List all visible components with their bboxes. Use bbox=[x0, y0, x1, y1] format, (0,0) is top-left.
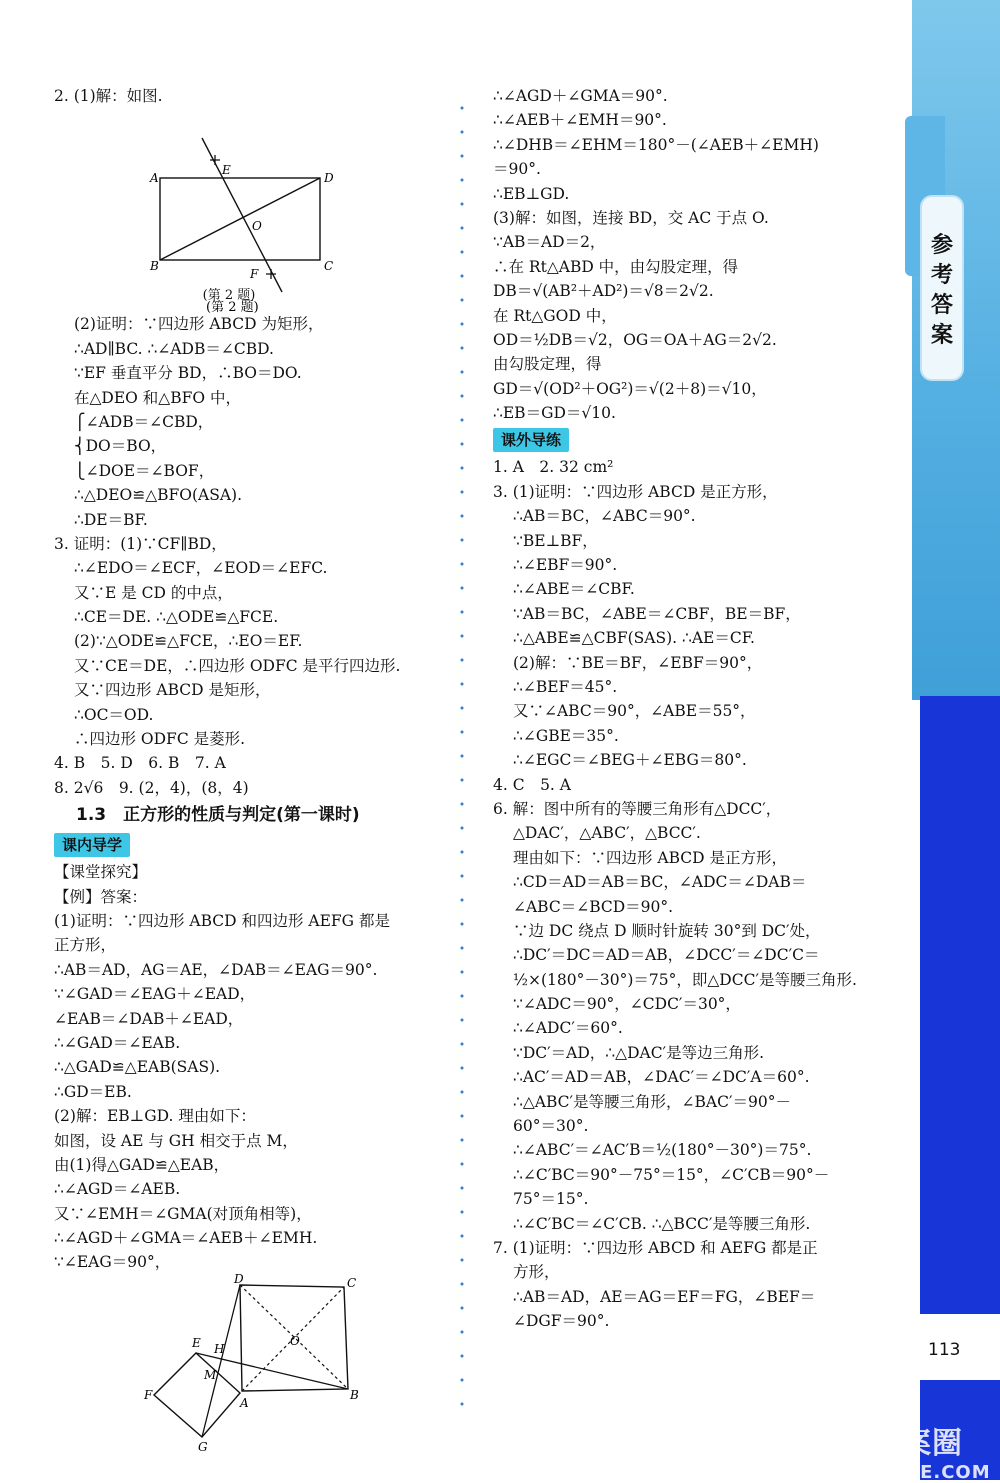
square-aefg bbox=[154, 1353, 240, 1437]
text-line: ∵∠GAD＝∠EAG＋∠EAD， bbox=[54, 985, 256, 1004]
text-line: ∴∠EDO＝∠ECF，∠EOD＝∠EFC. bbox=[74, 559, 328, 578]
squares-figure bbox=[54, 1271, 444, 1454]
left-column bbox=[54, 84, 444, 1454]
sidebar-label bbox=[920, 195, 964, 381]
text-line: 方形， bbox=[513, 1263, 560, 1282]
text-line: 7. (1)证明：∵四边形 ABCD 和 AEFG 都是正 bbox=[493, 1238, 818, 1257]
text-line: ∴△DEO≌△BFO(ASA). bbox=[74, 486, 243, 505]
text-line: 60°＝30°. bbox=[513, 1117, 589, 1136]
text-line: ∴∠ADC′＝60°. bbox=[513, 1019, 623, 1038]
right-column bbox=[493, 84, 893, 1334]
text-line: ∴DC′＝DC＝AD＝AB，∠DCC′＝∠DC′C＝ bbox=[513, 946, 820, 965]
text-line: ∴∠EGC＝∠BEG＋∠EBG＝80°. bbox=[513, 751, 747, 770]
fig2-label-f: F bbox=[144, 1387, 153, 1402]
text-line: 4. C 5. A bbox=[493, 775, 571, 794]
text-line: ∴∠AEB＋∠EMH＝90°. bbox=[493, 111, 667, 130]
fig2-label-d: D bbox=[234, 1271, 244, 1286]
text-line: 又∵E 是 CD 的中点， bbox=[74, 583, 233, 602]
fig2-label-g: G bbox=[198, 1439, 208, 1454]
text-line: ∴∠AGD＋∠GMA＝90°. bbox=[493, 87, 668, 105]
line-ef bbox=[202, 138, 282, 292]
rectangle-figure bbox=[54, 108, 444, 316]
text-line: ∴∠C′BC＝90°－75°＝15°，∠C′CB＝90°－ bbox=[513, 1165, 830, 1184]
fig2-label-h: H bbox=[214, 1341, 225, 1356]
label-f: F bbox=[250, 267, 259, 282]
figure-caption-text: (第 2 题) bbox=[202, 288, 256, 304]
fig2-label-c: C bbox=[347, 1275, 357, 1290]
label-a: A bbox=[150, 171, 159, 186]
text-line: ∠EAB＝∠DAB＋∠EAD， bbox=[54, 1009, 244, 1028]
text-line: OD＝½DB＝√2，OG＝OA＋AG＝2√2. bbox=[493, 330, 777, 349]
text-line: ∵AB＝AD＝2， bbox=[493, 233, 606, 252]
text-line: 2. (1)解：如图. bbox=[54, 87, 163, 105]
right-block2 bbox=[493, 455, 893, 1333]
text-line: ∴在 Rt△ABD 中，由勾股定理，得 bbox=[493, 257, 739, 276]
left-block1 bbox=[54, 84, 444, 108]
text-line: 1. A 2. 32 cm² bbox=[493, 458, 614, 477]
text-line: ∴∠EBF＝90°. bbox=[513, 556, 618, 575]
text-line: 正方形， bbox=[54, 936, 117, 955]
page-number: 113 bbox=[928, 1340, 961, 1360]
text-line: ∵边 DC 绕点 D 顺时针旋转 30°到 DC′处， bbox=[513, 921, 821, 940]
text-line: 在△DEO 和△BFO 中， bbox=[74, 388, 241, 407]
right-block1 bbox=[493, 84, 893, 425]
text-line: △DAC′，△ABC′，△BCC′. bbox=[513, 824, 701, 843]
text-line: ∠ABC＝∠BCD＝90°. bbox=[513, 897, 674, 916]
text-line: 又∵∠EMH＝∠GMA(对顶角相等)， bbox=[54, 1204, 312, 1223]
text-line: ∴AB＝BC，∠ABC＝90°. bbox=[513, 507, 696, 526]
text-line: (2)∵△ODE≌△FCE，∴EO＝EF. bbox=[74, 632, 303, 651]
text-line: ∴四边形 ODFC 是菱形. bbox=[74, 730, 246, 749]
figure-caption: (第 2 题) bbox=[206, 300, 259, 316]
text-line: ∴AC′＝AD＝AB，∠DAC′＝∠DC′A＝60°. bbox=[513, 1068, 810, 1087]
text-line: ∠DGF＝90°. bbox=[513, 1312, 610, 1331]
text-line: ∴∠AGD＋∠GMA＝∠AEB＋∠EMH. bbox=[54, 1229, 318, 1248]
sidebar-band-bottom bbox=[920, 696, 1000, 1314]
label-c: C bbox=[324, 259, 334, 274]
text-line: 8. 2√6 9. (2，4)，(8，4) bbox=[54, 778, 249, 797]
text-line: 6. 解：图中所有的等腰三角形有△DCC′， bbox=[493, 799, 782, 818]
text-line: ∴GD＝EB. bbox=[54, 1082, 132, 1101]
text-line: ∴CD＝AD＝AB＝BC，∠ADC＝∠DAB＝ bbox=[513, 873, 807, 892]
watermark-line1: 答案圈 bbox=[870, 1426, 963, 1461]
text-line: 3. (1)证明：∵四边形 ABCD 是正方形， bbox=[493, 482, 778, 501]
text-line: (2)解：EB⊥GD. 理由如下： bbox=[54, 1107, 256, 1126]
text-line: 75°＝15°. bbox=[513, 1190, 589, 1209]
label-d: D bbox=[324, 171, 334, 186]
text-line: ∴EB＝GD＝√10. bbox=[493, 404, 616, 423]
tag-out-class: 课外导练 bbox=[493, 428, 569, 452]
text-line: ⎨DO＝BO， bbox=[74, 437, 167, 456]
diagonal-bd bbox=[160, 178, 320, 260]
column-divider bbox=[460, 96, 464, 1416]
tag-in-class: 课内导学 bbox=[54, 833, 130, 857]
text-line: ∴∠GBE＝35°. bbox=[513, 726, 619, 745]
fig2-label-e: E bbox=[192, 1335, 201, 1350]
fig2-label-b: B bbox=[350, 1387, 359, 1402]
text-line: ∵∠EAG＝90°， bbox=[54, 1253, 171, 1272]
text-line: 【例】答案： bbox=[54, 887, 148, 906]
text-line: DB＝√(AB²＋AD²)＝√8＝2√2. bbox=[493, 282, 714, 301]
text-line: ⎩∠DOE＝∠BOF， bbox=[74, 461, 215, 480]
text-line: ∴AB＝AD，AE＝AG＝EF＝FG，∠BEF＝ bbox=[513, 1287, 816, 1306]
text-line: 又∵∠ABC＝90°，∠ABE＝55°， bbox=[513, 702, 756, 721]
text-line: 如图，设 AE 与 GH 相交于点 M， bbox=[54, 1131, 298, 1150]
fig2-label-a: A bbox=[240, 1395, 249, 1410]
fig2-label-o: O bbox=[290, 1333, 300, 1348]
text-line: ⎧∠ADB＝∠CBD， bbox=[74, 412, 214, 431]
label-b: B bbox=[150, 259, 159, 274]
text-line: (1)证明：∵四边形 ABCD 和四边形 AEFG 都是 bbox=[54, 911, 390, 930]
text-line: ∴∠ABC′＝∠AC′B＝½(180°－30°)＝75°. bbox=[513, 1141, 812, 1160]
text-line: ∵∠ADC＝90°，∠CDC′＝30°， bbox=[513, 995, 741, 1014]
figure-squares bbox=[54, 1271, 444, 1454]
text-line: (3)解：如图，连接 BD，交 AC 于点 O. bbox=[493, 208, 769, 227]
text-line: ∴AB＝AD，AG＝AE，∠DAB＝∠EAG＝90°. bbox=[54, 960, 378, 979]
left-block2 bbox=[54, 312, 444, 800]
text-line: ∴∠GAD＝∠EAB. bbox=[54, 1033, 181, 1052]
label-e: E bbox=[222, 163, 231, 178]
section-title: 1.3 正方形的性质与判定(第一课时) bbox=[76, 805, 360, 826]
text-line: 又∵四边形 ABCD 是矩形， bbox=[74, 681, 271, 700]
text-line: ∴△GAD≌△EAB(SAS). bbox=[54, 1058, 221, 1077]
sidebar-label-text: 参考答案 bbox=[931, 233, 954, 348]
text-line: ∴∠BEF＝45°. bbox=[513, 677, 618, 696]
text-line: ∵EF 垂直平分 BD，∴BO＝DO. bbox=[74, 364, 302, 383]
text-line: ∴∠AGD＝∠AEB. bbox=[54, 1180, 181, 1199]
text-line: 【课堂探究】 bbox=[54, 863, 148, 882]
text-line: ∴CE＝DE. ∴△ODE≌△FCE. bbox=[74, 608, 279, 627]
text-line: ∴DE＝BF. bbox=[74, 510, 148, 529]
text-line: ∴OC＝OD. bbox=[74, 705, 154, 724]
text-line: 4. B 5. D 6. B 7. A bbox=[54, 754, 226, 773]
text-line: ∵AB＝BC，∠ABE＝∠CBF，BE＝BF， bbox=[513, 604, 801, 623]
text-line: 在 Rt△GOD 中， bbox=[493, 306, 617, 325]
text-line: ＝90°. bbox=[493, 160, 541, 179]
text-line: ∴∠DHB＝∠EHM＝180°－(∠AEB＋∠EMH) bbox=[493, 135, 819, 154]
text-line: 又∵CE＝DE，∴四边形 ODFC 是平行四边形. bbox=[74, 656, 401, 675]
watermark-logo bbox=[870, 1418, 998, 1483]
text-line: ∴∠C′BC＝∠C′CB. ∴△BCC′是等腰三角形. bbox=[513, 1214, 811, 1233]
text-line: 由勾股定理，得 bbox=[493, 355, 602, 374]
text-line: 3. 证明：(1)∵CF∥BD， bbox=[54, 534, 227, 553]
text-line: (2)解：∵BE＝BF，∠EBF＝90°， bbox=[513, 653, 763, 672]
text-line: ∴EB⊥GD. bbox=[493, 184, 570, 203]
label-o: O bbox=[252, 219, 262, 234]
fig2-label-m: M bbox=[204, 1367, 217, 1382]
text-line: ∵BE⊥BF， bbox=[513, 531, 598, 550]
text-line: ∴∠ABE＝∠CBF. bbox=[513, 580, 635, 599]
text-line: ∴△ABC′是等腰三角形，∠BAC′＝90°－ bbox=[513, 1092, 791, 1111]
text-line: ∵DC′＝AD，∴△DAC′是等边三角形. bbox=[513, 1043, 764, 1062]
text-line: 理由如下：∵四边形 ABCD 是正方形， bbox=[513, 848, 788, 867]
left-block3 bbox=[54, 860, 444, 1275]
text-line: GD＝√(OD²＋OG²)＝√(2＋8)＝√10， bbox=[493, 379, 767, 398]
text-line: ½×(180°－30°)＝75°，即△DCC′是等腰三角形. bbox=[513, 970, 857, 989]
text-line: ∴△ABE≌△CBF(SAS). ∴AE＝CF. bbox=[513, 629, 755, 648]
text-line: ∴AD∥BC. ∴∠ADB＝∠CBD. bbox=[74, 339, 274, 358]
text-line: (2)证明：∵四边形 ABCD 为矩形， bbox=[74, 315, 324, 334]
text-line: 由(1)得△GAD≌△EAB， bbox=[54, 1155, 230, 1174]
figure-problem-2 bbox=[54, 108, 444, 316]
watermark-line2: MXQE.COM bbox=[870, 1462, 991, 1483]
